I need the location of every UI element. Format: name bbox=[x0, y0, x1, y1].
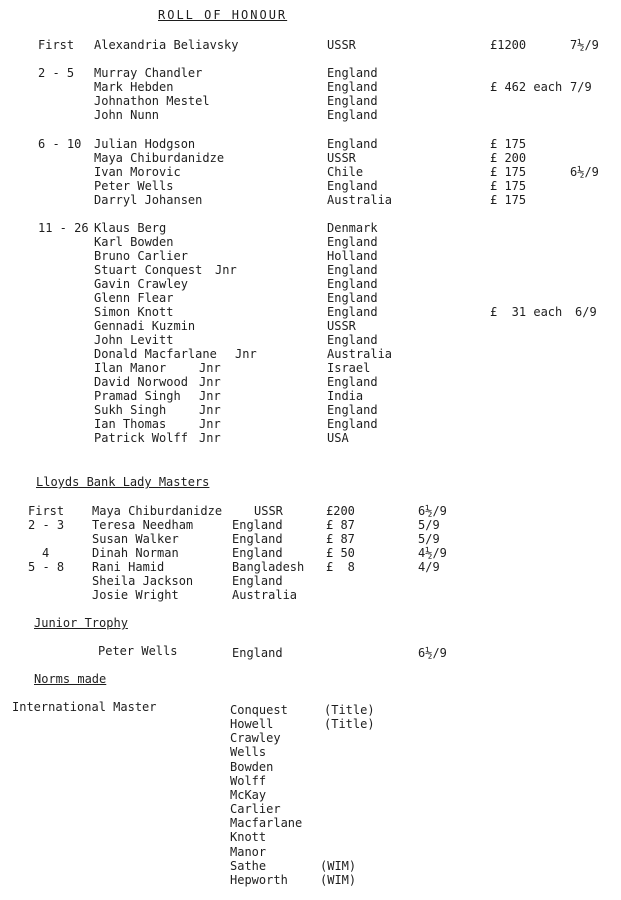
player-country: England bbox=[232, 646, 283, 660]
player-name: Patrick Wolff bbox=[94, 431, 188, 445]
player-name: Murray Chandler bbox=[94, 66, 203, 80]
player-name: Rani Hamid bbox=[92, 560, 165, 574]
place-label: 6 - 10 bbox=[38, 137, 82, 151]
player-country: USSR bbox=[327, 319, 356, 333]
prize-amount: £ 50 bbox=[326, 546, 355, 560]
player-country: England bbox=[327, 235, 378, 249]
player-score: 6½/9 bbox=[570, 165, 599, 179]
player-name: Ian Thomas bbox=[94, 417, 167, 431]
norm-note: (Title) bbox=[324, 717, 375, 732]
player-country: England bbox=[327, 80, 378, 94]
player-country: Israel bbox=[327, 361, 371, 375]
player-name: Stuart Conquest bbox=[94, 263, 203, 277]
norm-player-name: Conquest bbox=[230, 703, 288, 717]
player-name: Klaus Berg bbox=[94, 221, 167, 235]
section-heading-norms: Norms made bbox=[34, 672, 107, 686]
junior-marker: Jnr bbox=[199, 389, 221, 403]
prize-amount: £200 bbox=[326, 504, 355, 518]
player-country: Australia bbox=[232, 588, 298, 602]
player-country: India bbox=[327, 389, 364, 403]
player-score: 4/9 bbox=[418, 560, 440, 574]
player-country: England bbox=[327, 66, 378, 80]
player-name: Ilan Manor bbox=[94, 361, 167, 375]
norm-note: (WIM) bbox=[320, 858, 357, 873]
player-score: 7½/9 bbox=[570, 38, 599, 52]
prize-amount: £ 31 each bbox=[490, 305, 563, 319]
player-country: Australia bbox=[327, 193, 393, 207]
norm-player-name: Macfarlane bbox=[230, 816, 303, 831]
norm-player-name: Carlier bbox=[230, 802, 281, 817]
section-heading-lady-masters: Lloyds Bank Lady Masters bbox=[36, 475, 210, 489]
player-score: 5/9 bbox=[418, 518, 440, 532]
prize-amount: £1200 bbox=[490, 38, 527, 52]
player-name: Julian Hodgson bbox=[94, 137, 196, 151]
norm-player-name: Knott bbox=[230, 830, 267, 845]
player-name: Ivan Morovic bbox=[94, 165, 181, 179]
player-score: 7/9 bbox=[570, 80, 592, 94]
norm-note: (WIM) bbox=[320, 872, 357, 887]
player-country: England bbox=[327, 417, 378, 431]
player-name: Johnathon Mestel bbox=[94, 94, 210, 108]
norm-player-name: Bowden bbox=[230, 759, 274, 774]
player-country: England bbox=[327, 277, 378, 291]
prize-amount: £ 175 bbox=[490, 193, 527, 207]
place-label: 2 - 3 bbox=[28, 518, 65, 532]
player-country: Denmark bbox=[327, 221, 378, 235]
player-country: USSR bbox=[327, 38, 356, 52]
player-country: Holland bbox=[327, 249, 378, 263]
section-heading-junior-trophy: Junior Trophy bbox=[34, 616, 128, 630]
player-country: USSR bbox=[254, 504, 283, 518]
player-name: Peter Wells bbox=[94, 179, 174, 193]
prize-amount: £ 462 each bbox=[490, 80, 563, 94]
player-name: Bruno Carlier bbox=[94, 249, 188, 263]
norm-note: (Title) bbox=[324, 703, 375, 717]
prize-amount: £ 87 bbox=[326, 532, 355, 546]
norm-player-name: Wells bbox=[230, 745, 267, 760]
player-name: Gavin Crawley bbox=[94, 277, 188, 291]
player-country: England bbox=[232, 532, 283, 546]
junior-marker: Jnr bbox=[199, 403, 221, 417]
player-country: England bbox=[232, 574, 283, 588]
player-country: Chile bbox=[327, 165, 364, 179]
prize-amount: £ 175 bbox=[490, 165, 527, 179]
player-name: Maya Chiburdanidze bbox=[92, 504, 223, 518]
player-score: 4½/9 bbox=[418, 546, 447, 560]
place-label: 11 - 26 bbox=[38, 221, 89, 235]
player-country: England bbox=[327, 94, 378, 108]
junior-marker: Jnr bbox=[199, 417, 221, 431]
page-title: ROLL OF HONOUR bbox=[158, 8, 288, 22]
player-name: Mark Hebden bbox=[94, 80, 174, 94]
player-name: Dinah Norman bbox=[92, 546, 179, 560]
place-label: First bbox=[38, 38, 75, 52]
junior-marker: Jnr bbox=[199, 431, 221, 445]
player-country: Australia bbox=[327, 347, 393, 361]
player-country: England bbox=[327, 403, 378, 417]
player-name: Alexandria Beliavsky bbox=[94, 38, 239, 52]
prize-amount: £ 200 bbox=[490, 151, 527, 165]
player-country: England bbox=[327, 108, 378, 122]
player-score: 6½/9 bbox=[418, 646, 447, 660]
junior-marker: Jnr bbox=[199, 375, 221, 389]
player-name: Gennadi Kuzmin bbox=[94, 319, 196, 333]
player-country: USSR bbox=[327, 151, 356, 165]
norm-player-name: Crawley bbox=[230, 731, 281, 746]
junior-marker: Jnr bbox=[199, 361, 221, 375]
player-country: England bbox=[327, 179, 378, 193]
prize-amount: £ 175 bbox=[490, 137, 527, 151]
player-country: England bbox=[327, 263, 378, 277]
place-label: 4 bbox=[42, 546, 50, 560]
player-name: Teresa Needham bbox=[92, 518, 194, 532]
place-label: 2 - 5 bbox=[38, 66, 75, 80]
player-country: England bbox=[327, 137, 378, 151]
player-country: England bbox=[327, 333, 378, 347]
player-country: England bbox=[232, 546, 283, 560]
norm-player-name: McKay bbox=[230, 787, 267, 802]
prize-amount: £ 8 bbox=[326, 560, 355, 574]
player-country: USA bbox=[327, 431, 349, 445]
player-name: John Levitt bbox=[94, 333, 174, 347]
norm-player-name: Hepworth bbox=[230, 872, 288, 887]
player-name: Darryl Johansen bbox=[94, 193, 203, 207]
player-name: Sheila Jackson bbox=[92, 574, 194, 588]
player-name: Pramad Singh bbox=[94, 389, 181, 403]
player-name: Peter Wells bbox=[98, 644, 178, 658]
player-country: England bbox=[327, 375, 378, 389]
norm-player-name: Howell bbox=[230, 717, 274, 732]
player-name: Susan Walker bbox=[92, 532, 179, 546]
place-label: First bbox=[28, 504, 65, 518]
player-name: Maya Chiburdanidze bbox=[94, 151, 225, 165]
player-name: John Nunn bbox=[94, 108, 160, 122]
player-score: 6½/9 bbox=[418, 504, 447, 518]
player-name: Glenn Flear bbox=[94, 291, 174, 305]
player-name: Josie Wright bbox=[92, 588, 179, 602]
player-country: England bbox=[232, 518, 283, 532]
junior-marker: Jnr bbox=[215, 263, 237, 277]
place-label: 5 - 8 bbox=[28, 560, 65, 574]
player-country: England bbox=[327, 305, 378, 319]
player-name: Donald Macfarlane bbox=[94, 347, 217, 361]
norm-player-name: Sathe bbox=[230, 858, 267, 873]
player-score: 6/9 bbox=[575, 305, 597, 319]
player-name: David Norwood bbox=[94, 375, 188, 389]
player-country: Bangladesh bbox=[232, 560, 305, 574]
player-name: Sukh Singh bbox=[94, 403, 167, 417]
player-score: 5/9 bbox=[418, 532, 440, 546]
junior-marker: Jnr bbox=[235, 347, 257, 361]
norm-title-label: International Master bbox=[12, 700, 157, 714]
norm-player-name: Manor bbox=[230, 844, 267, 859]
prize-amount: £ 175 bbox=[490, 179, 527, 193]
norm-player-name: Wolff bbox=[230, 773, 267, 788]
player-name: Karl Bowden bbox=[94, 235, 174, 249]
prize-amount: £ 87 bbox=[326, 518, 355, 532]
player-name: Simon Knott bbox=[94, 305, 174, 319]
player-country: England bbox=[327, 291, 378, 305]
